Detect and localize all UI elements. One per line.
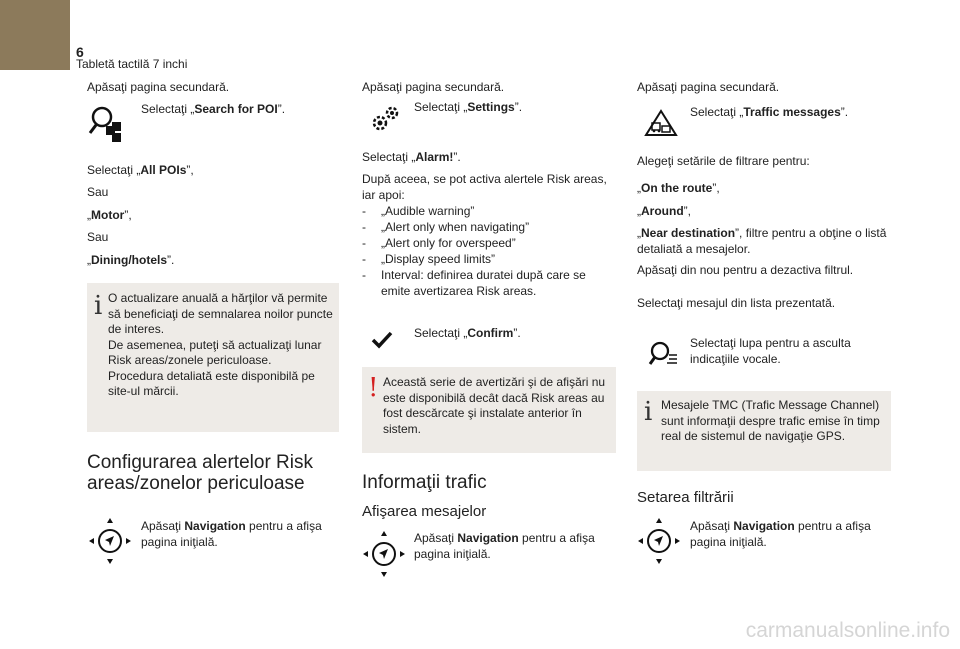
navigation-icon — [88, 517, 132, 565]
section-heading-traffic-info: Informaţii trafic — [362, 472, 487, 493]
page-header: Tabletă tactilă 7 inchi — [76, 57, 188, 71]
filter-around: „Around”, — [637, 204, 691, 218]
select-traffic-messages: Selectaţi „Traffic messages”. — [690, 105, 849, 119]
settings-icon — [370, 103, 404, 133]
or-text-2: Sau — [87, 230, 109, 244]
dining-option: „Dining/hotels”. — [87, 253, 175, 267]
select-confirm: Selectaţi „Confirm”. — [414, 326, 521, 340]
watermark: carmanualsonline.info — [745, 619, 950, 642]
tmc-note-text: Mesajele TMC (Trafic Message Channel) sunt informaţii despre trafic emise în timp real de sistemul de navigaţie GPS. — [661, 398, 880, 443]
press-navigation-2: Apăsaţi Navigation pentru a afişa pagina iniţială. — [414, 531, 595, 561]
page-number: 6 — [76, 44, 84, 60]
alert-options-list — [362, 203, 612, 299]
traffic-messages-icon — [643, 109, 679, 137]
navigation-icon — [637, 517, 681, 565]
navigation-icon — [362, 530, 406, 578]
subheading-display-messages: Afişarea mesajelor — [362, 503, 487, 520]
col3-secondary-page: Apăsaţi pagina secundară. — [637, 80, 780, 94]
update-note-text: O actualizare anuală a hărţilor vă permite să beneficiaţi de semnalarea noilor puncte de interes. De asemenea, puteţi să actualizaţi lunar Risk areas/zonele periculoase. Procedura detaliată este disponibilă pe site-ul mărcii. — [108, 291, 333, 398]
list-item: - „Alert only when navigating” — [362, 219, 612, 235]
update-info-note — [87, 283, 339, 432]
select-alarm: Selectaţi „Alarm!”. — [362, 150, 461, 164]
press-again-text: Apăsaţi din nou pentru a dezactiva filtrul. — [637, 263, 854, 277]
select-message-text: Selectaţi mesajul din lista prezentată. — [637, 296, 836, 310]
search-poi-icon — [88, 104, 126, 144]
section-heading-filter-settings: Setarea filtrării — [637, 489, 734, 506]
risk-areas-warning-note — [362, 367, 616, 453]
col2-secondary-page: Apăsaţi pagina secundară. — [362, 80, 505, 94]
filter-settings-intro: Alegeţi setările de filtrare pentru: — [637, 154, 810, 168]
list-item: - „Alert only for overspeed” — [362, 235, 612, 251]
press-navigation-1: Apăsaţi Navigation pentru a afişa pagina iniţială. — [141, 519, 322, 549]
page-tab — [0, 0, 70, 70]
motor-option: „Motor”, — [87, 208, 132, 222]
or-text-1: Sau — [87, 185, 109, 199]
filter-near-destination: „Near destination”, filtre pentru a obţine o listă detaliată a mesajelor. — [637, 226, 887, 256]
info-icon: i — [94, 291, 103, 321]
col1-secondary-page: Apăsaţi pagina secundară. — [87, 80, 230, 94]
select-all-pois: Selectaţi „All POIs”, — [87, 163, 194, 177]
section-heading-risk-areas: Configurarea alertelor Risk areas/zonelor periculoase — [87, 452, 313, 494]
warning-icon: ! — [368, 373, 379, 403]
list-item: - „Display speed limits” — [362, 251, 612, 267]
press-navigation-3: Apăsaţi Navigation pentru a afişa pagina iniţială. — [690, 519, 871, 549]
select-magnifier-text: Selectaţi lupa pentru a asculta indicaţiile vocale. — [690, 336, 851, 366]
checkmark-icon — [371, 331, 393, 349]
info-icon: i — [644, 397, 653, 427]
alerts-intro: După aceea, se pot activa alertele Risk areas, iar apoi: — [362, 172, 607, 202]
list-item: - „Audible warning” — [362, 203, 612, 219]
tmc-info-note — [637, 391, 891, 471]
select-settings: Selectaţi „Settings”. — [414, 100, 523, 114]
warning-note-text: Această serie de avertizări şi de afişări nu este disponibilă decât dacă Risk areas au fost descărcate şi instalate anterior în sistem. — [383, 375, 606, 436]
select-search-poi: Selectaţi „Search for POI”. — [141, 102, 286, 116]
filter-on-the-route: „On the route”, — [637, 181, 720, 195]
list-item: - Interval: definirea duratei după care se emite avertizarea Risk areas. — [362, 267, 612, 299]
voice-magnifier-icon — [648, 340, 680, 368]
